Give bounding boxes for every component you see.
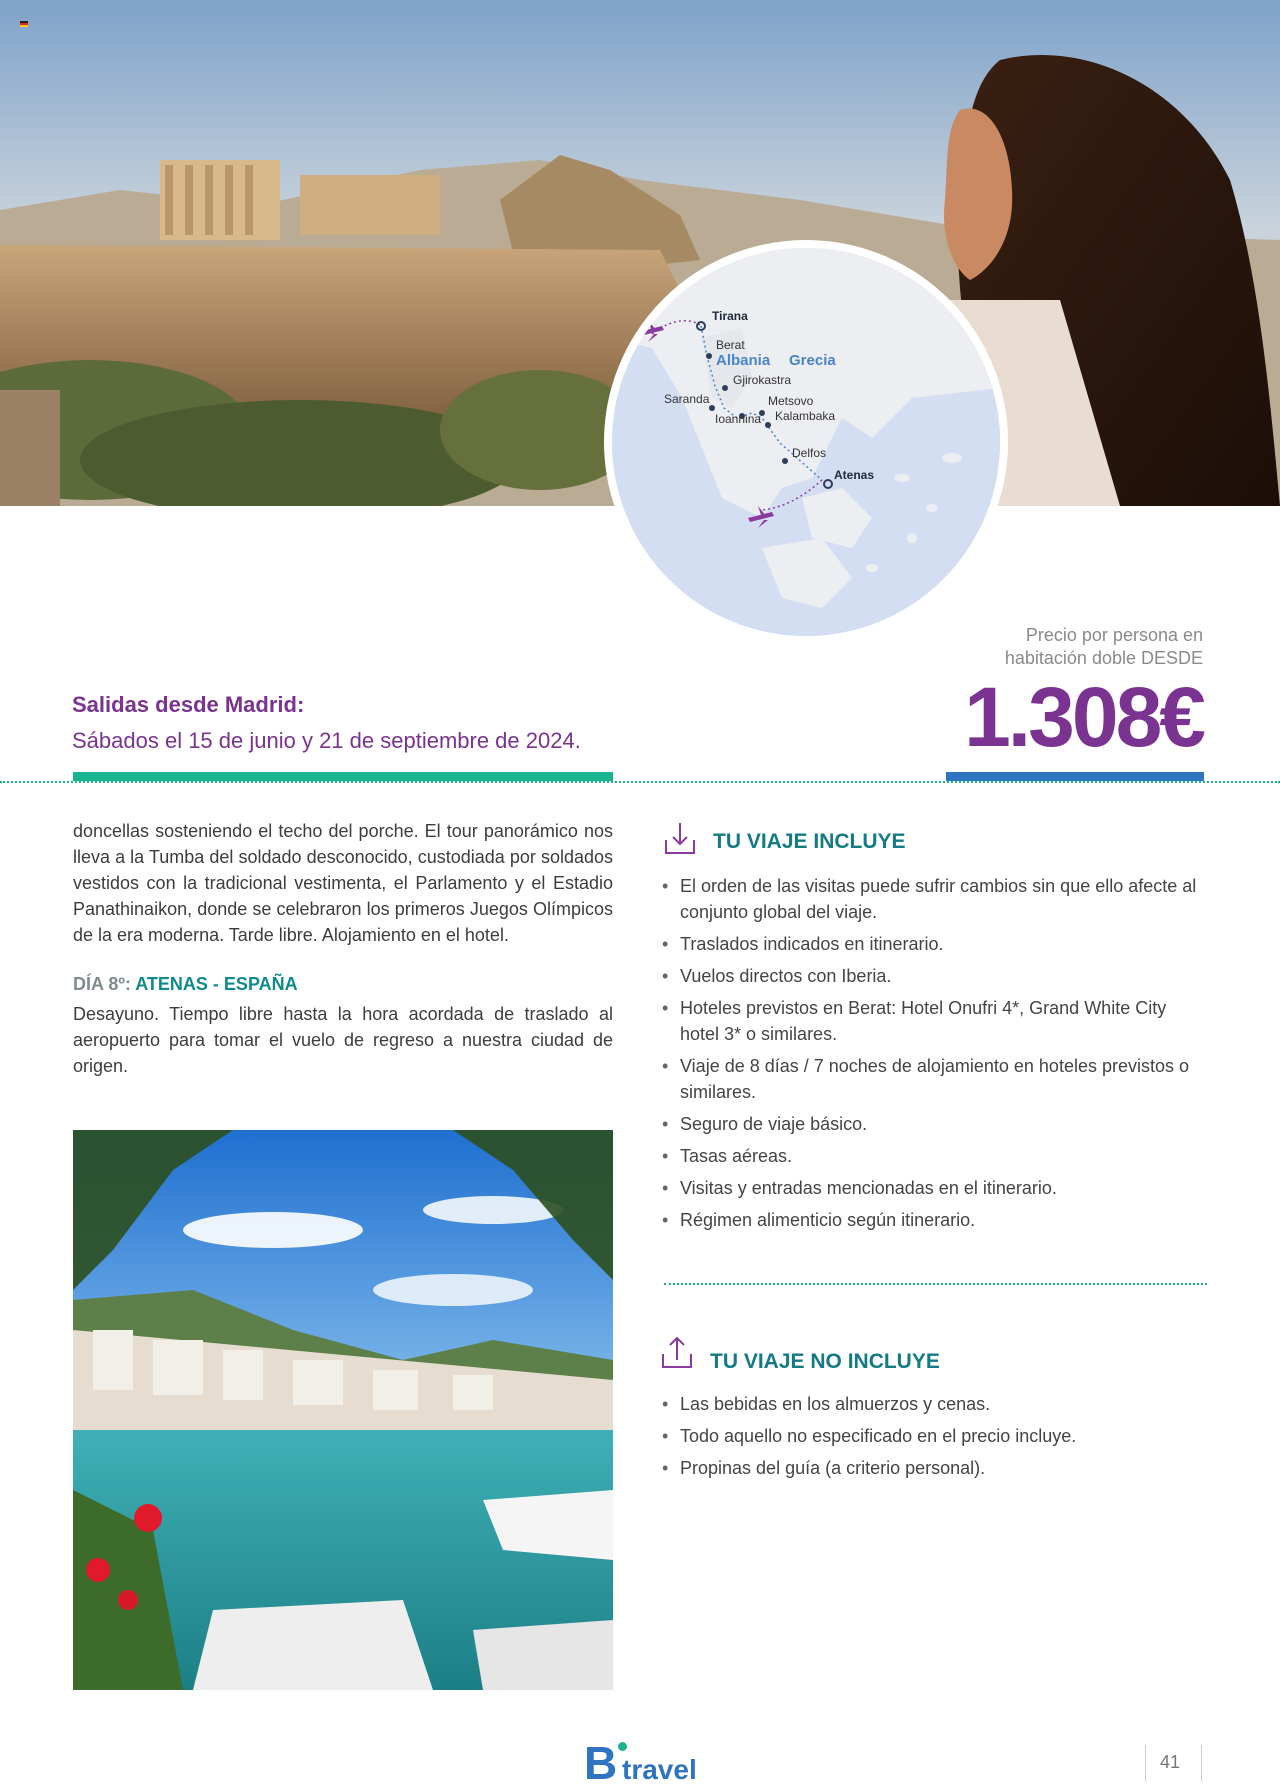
day-text: Desayuno. Tiempo libre hasta la hora acordada de traslado al aeropuerto para tomar el vuelo de regreso a nuestra ciudad de origen. bbox=[73, 1004, 613, 1076]
list-item: • Hoteles previstos en Berat: Hotel Onufri 4*, Grand White City hotel 3* o similares. bbox=[662, 995, 1207, 1047]
map-city-label: Ioannina bbox=[715, 412, 762, 426]
list-item: • Vuelos directos con Iberia. bbox=[662, 963, 1207, 989]
departures-underline bbox=[73, 772, 613, 781]
list-item: • Las bebidas en los almuerzos y cenas. bbox=[662, 1391, 1207, 1417]
harbor-photo bbox=[73, 1130, 613, 1690]
page-number: 41 bbox=[1160, 1752, 1181, 1772]
map-city-label: Metsovo bbox=[768, 394, 814, 408]
price-amount: 1.308€ bbox=[964, 670, 1203, 764]
price-label bbox=[903, 624, 1203, 670]
excludes-title: TU VIAJE NO INCLUYE bbox=[710, 1350, 940, 1373]
map-country-label: Grecia bbox=[789, 352, 836, 369]
logo-text: travel bbox=[622, 1754, 697, 1785]
logo-mark: B bbox=[584, 1737, 618, 1789]
flag-icon bbox=[20, 21, 28, 27]
list-item: • Todo aquello no especificado en el precio incluye. bbox=[662, 1423, 1207, 1449]
day-heading bbox=[73, 974, 298, 995]
list-item: • Viaje de 8 días / 7 noches de alojamiento en hoteles previstos o similares. bbox=[662, 1053, 1207, 1105]
includes-title: TU VIAJE INCLUYE bbox=[713, 830, 906, 853]
departures-dates: Sábados el 15 de junio y 21 de septiembre de 2024. bbox=[72, 728, 581, 753]
section-divider bbox=[0, 781, 1280, 783]
day-label: DÍA 8º: bbox=[73, 974, 131, 994]
departures-title: Salidas desde Madrid: bbox=[72, 692, 305, 717]
route-map-graphic bbox=[612, 248, 1000, 636]
price-underline bbox=[946, 772, 1204, 781]
list-item: • Seguro de viaje básico. bbox=[662, 1111, 1207, 1137]
section-divider bbox=[664, 1283, 1207, 1285]
map-city-label: Saranda bbox=[664, 392, 710, 406]
list-item: • Visitas y entradas mencionadas en el itinerario. bbox=[662, 1175, 1207, 1201]
map-city-label: Tirana bbox=[712, 309, 748, 323]
map-city-label: Atenas bbox=[834, 468, 875, 482]
download-icon bbox=[663, 820, 697, 856]
saranda-harbor-photo bbox=[73, 1130, 613, 1690]
price-label-line: Precio por persona en bbox=[1025, 625, 1203, 645]
map-city-label: Gjirokastra bbox=[733, 373, 792, 387]
list-item: • Tasas aéreas. bbox=[662, 1143, 1207, 1169]
upload-icon bbox=[660, 1334, 694, 1370]
list-item: • Propinas del guía (a criterio personal). bbox=[662, 1455, 1207, 1481]
price-label-line: habitación doble DESDE bbox=[1004, 648, 1203, 668]
btravel-logo bbox=[584, 1737, 704, 1789]
list-item: • Traslados indicados en itinerario. bbox=[662, 931, 1207, 957]
excludes-list bbox=[662, 1391, 1207, 1487]
day-title: ATENAS - ESPAÑA bbox=[135, 974, 298, 994]
map-city-label: Delfos bbox=[792, 446, 827, 460]
route-map bbox=[604, 240, 1008, 644]
logo-dot bbox=[618, 1742, 627, 1751]
itinerary-text: doncellas sosteniendo el techo del porche. El tour panorámico nos lleva a la Tumba del soldado desconocido, custodiada por soldados vestidos con la tradicional vestimenta, el Parlamento y el Estadio Panathinaikon, donde se celebraron los primeros Juegos Olímpicos de la era moderna. Tarde libre. Alojamiento en el hotel. bbox=[73, 821, 613, 945]
list-item: • El orden de las visitas puede sufrir cambios sin que ello afecte al conjunto global del viaje. bbox=[662, 873, 1207, 925]
map-city-label: Berat bbox=[716, 338, 745, 352]
map-city-label: Kalambaka bbox=[775, 409, 836, 423]
map-country-label: Albania bbox=[716, 352, 771, 369]
includes-list bbox=[662, 873, 1207, 1239]
list-item: • Régimen alimenticio según itinerario. bbox=[662, 1207, 1207, 1233]
